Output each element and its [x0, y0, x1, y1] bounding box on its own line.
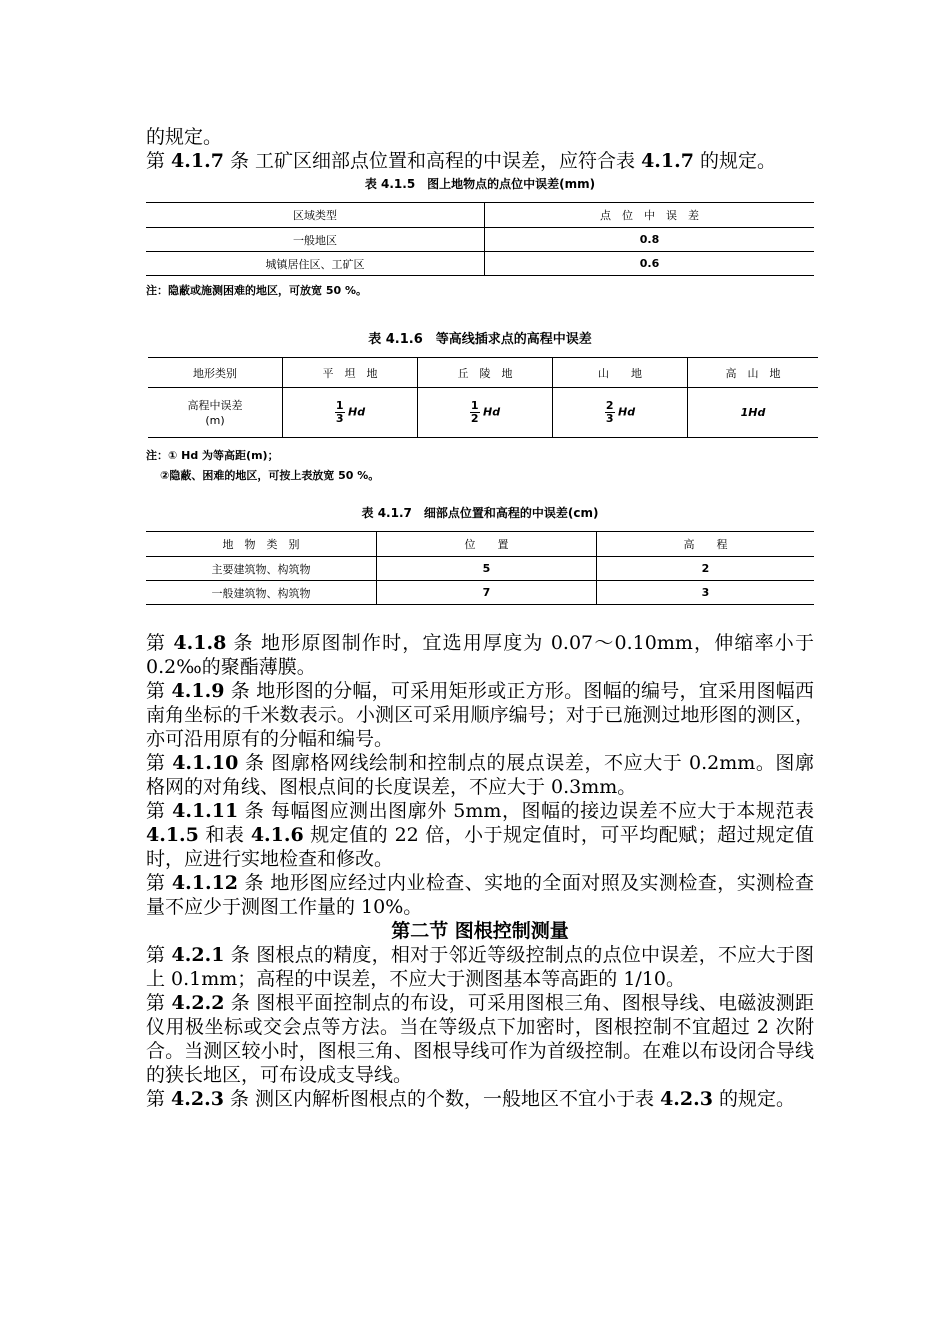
table-417-cell: 7 — [377, 581, 597, 605]
table-415-cell: 城镇居住区、工矿区 — [146, 252, 485, 276]
table-417-cell: 一般建筑物、构筑物 — [146, 581, 377, 605]
para-4-1-11: 第 4.1.11 条 每幅图应测出图廓外 5mm，图幅的接边误差不应大于本规范表 4.1.5 和表 4.1.6 规定值的 22 倍，小于规定值时，可平均配赋；超过规定值时，应进行实地检查和修改。 — [146, 800, 814, 870]
table-416-header: 地形类别 — [148, 358, 283, 388]
table-416-note-2: ②隐蔽、困难的地区，可按上表放宽 50 %。 — [160, 469, 380, 482]
table-416-cell: $\frac{1}{3}$ Hd — [283, 388, 418, 438]
clause-number: 4.1.7 — [171, 150, 224, 172]
table-417-caption: 表 4.1.7 细部点位置和高程的中误差(cm) — [361, 506, 599, 520]
table-415-header: 区域类型 — [146, 203, 485, 228]
table-416-row-label: 高程中误差 (m) — [148, 388, 283, 438]
table-415-cell: 一般地区 — [146, 228, 485, 252]
table-417-cell: 2 — [701, 562, 710, 575]
table-417 — [146, 531, 814, 605]
table-416-header: 山 地 — [553, 358, 688, 388]
table-416-cell: $\frac{2}{3}$ Hd — [553, 388, 688, 438]
table-416-note-1: 注：① Hd 为等高距(m)； — [146, 449, 279, 462]
table-415-cell: 0.6 — [639, 257, 660, 270]
table-416-caption: 表 4.1.6 等高线插求点的高程中误差 — [368, 332, 592, 347]
table-415-caption: 表 4.1.5 图上地物点的点位中误差(mm) — [364, 177, 596, 191]
table-416 — [148, 357, 818, 438]
para-4-1-10: 第 4.1.10 条 图廓格网线绘制和控制点的展点误差，不应大于 0.2mm。图廓格网的对角线、图根点间的长度误差，不应大于 0.3mm。 — [146, 752, 814, 798]
table-415-header: 点 位 中 误 差 — [600, 209, 699, 222]
table-417-cell: 5 — [377, 557, 597, 581]
para-continuation: 的规定。 — [146, 126, 223, 148]
table-417-header: 高 程 — [683, 538, 728, 551]
section-title: 第二节 图根控制测量 — [391, 920, 569, 942]
table-417-cell: 3 — [701, 586, 710, 599]
table-416-header: 高 山 地 — [725, 366, 781, 380]
table-415-note: 注：隐蔽或施测困难的地区，可放宽 50 %。 — [146, 284, 367, 297]
table-417-header: 地 物 类 别 — [146, 532, 377, 557]
table-416-cell: 1Hd — [740, 406, 766, 419]
para-4-2-2: 第 4.2.2 条 图根平面控制点的布设，可采用图根三角、图根导线、电磁波测距仪用极坐标或交会点等方法。当在等级点下加密时，图根控制不宜超过 2 次附合。当测区较小时，图根三角、图根导线可作为首级控制。在难以布设闭合导线的狭长地区，可布设成支导线。 — [146, 992, 814, 1086]
table-416-header: 平 坦 地 — [283, 358, 418, 388]
para-4-1-9: 第 4.1.9 条 地形图的分幅，可采用矩形或正方形。图幅的编号，宜采用图幅西南角坐标的千米数表示。小测区可采用顺序编号；对于已施测过地形图的测区，亦可沿用原有的分幅和编号。 — [146, 680, 814, 750]
table-ref: 4.1.7 — [641, 150, 694, 172]
table-415 — [146, 202, 814, 276]
para-4-1-7: 第 4.1.7 条 工矿区细部点位置和高程的中误差，应符合表 4.1.7 的规定。 — [146, 150, 776, 172]
table-416-header: 丘 陵 地 — [418, 358, 553, 388]
table-417-cell: 主要建筑物、构筑物 — [146, 557, 377, 581]
para-4-2-1: 第 4.2.1 条 图根点的精度，相对于邻近等级控制点的点位中误差，不应大于图上 0.1mm；高程的中误差，不应大于测图基本等高距的 1/10。 — [146, 944, 814, 990]
table-417-header: 位 置 — [377, 532, 597, 557]
table-416-cell: $\frac{1}{2}$ Hd — [418, 388, 553, 438]
document-page — [146, 125, 814, 1111]
table-415-cell: 0.8 — [639, 233, 660, 246]
para-4-2-3: 第 4.2.3 条 测区内解析图根点的个数，一般地区不宜小于表 4.2.3 的规定。 — [146, 1088, 795, 1110]
para-4-1-8: 第 4.1.8 条 地形原图制作时，宜选用厚度为 0.07～0.10mm，伸缩率小于 0.2‰的聚酯薄膜。 — [146, 632, 814, 678]
para-4-1-12: 第 4.1.12 条 地形图应经过内业检查、实地的全面对照及实测检查，实测检查量不应少于测图工作量的 10%。 — [146, 872, 814, 918]
